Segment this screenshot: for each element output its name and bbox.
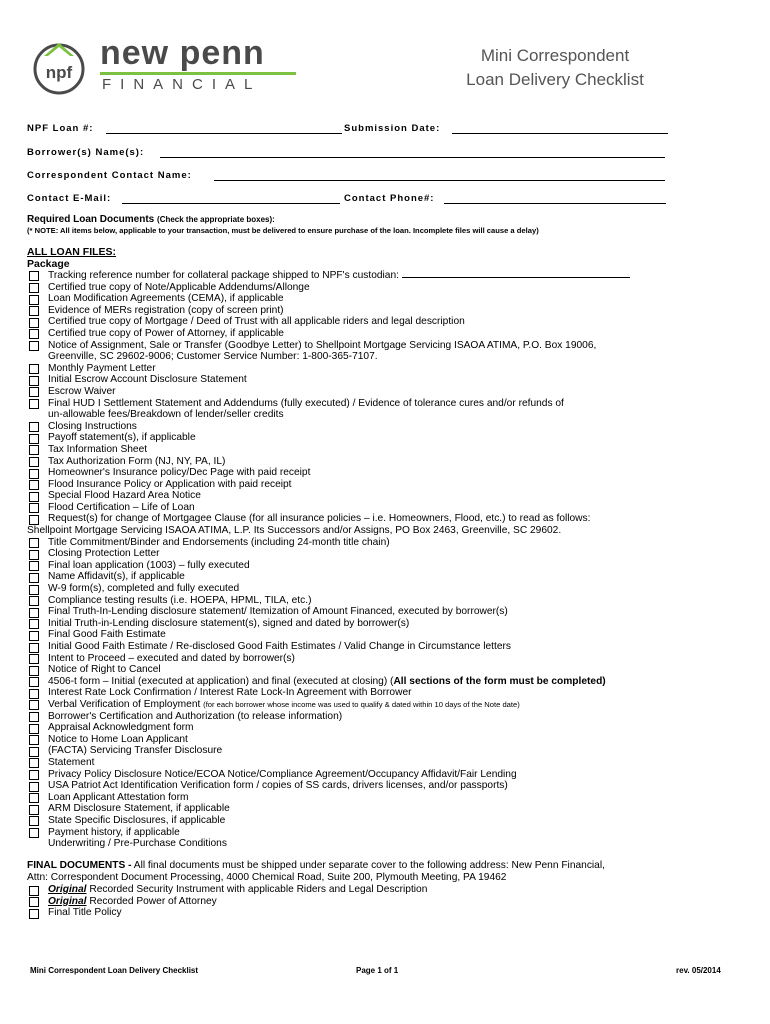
npf-loan-label: NPF Loan #: xyxy=(27,123,94,134)
item-label: Closing Protection Letter xyxy=(48,548,160,560)
item-label: Payoff statement(s), if applicable xyxy=(48,432,196,444)
item-label: Homeowner's Insurance policy/Dec Page with paid receipt xyxy=(48,467,311,479)
list-item-continued xyxy=(27,351,742,363)
list-item xyxy=(27,792,742,804)
checkbox[interactable] xyxy=(29,805,39,815)
list-item xyxy=(27,269,742,282)
required-heading-text: Required Loan Documents xyxy=(27,214,155,225)
checkbox[interactable] xyxy=(29,329,39,339)
item-label: Tracking reference number for collateral package shipped to NPF's custodian: xyxy=(48,270,399,281)
checkbox[interactable] xyxy=(29,376,39,386)
checkbox[interactable] xyxy=(29,306,39,316)
list-item xyxy=(27,595,742,607)
list-item xyxy=(27,537,742,549)
checkbox[interactable] xyxy=(29,828,39,838)
checkbox[interactable] xyxy=(29,573,39,583)
list-item xyxy=(27,687,742,699)
list-item xyxy=(27,479,742,491)
required-heading-note: (Check the appropriate boxes): xyxy=(157,215,275,224)
checkbox[interactable] xyxy=(29,724,39,734)
logo xyxy=(30,34,290,94)
list-item-continued xyxy=(27,409,742,421)
list-item xyxy=(27,896,742,908)
item-label: Notice to Home Loan Applicant xyxy=(48,733,188,745)
checkbox[interactable] xyxy=(29,399,39,409)
checkbox[interactable] xyxy=(29,909,39,919)
borrower-names-field[interactable] xyxy=(160,147,665,158)
list-item-continued xyxy=(27,838,742,850)
npf-loan-field[interactable] xyxy=(106,123,342,134)
house-icon xyxy=(30,38,88,96)
checkbox[interactable] xyxy=(29,689,39,699)
item-label: Flood Insurance Policy or Application with paid receipt xyxy=(48,478,292,490)
list-item-continued xyxy=(27,525,742,537)
item-label: Monthly Payment Letter xyxy=(48,362,156,374)
checkbox[interactable] xyxy=(29,886,39,896)
tracking-number-field[interactable] xyxy=(402,269,630,278)
item-label: Final HUD I Settlement Statement and Addendums (fully executed) / Evidence of tolerance cures and/or refunds of xyxy=(48,397,564,409)
item-label: Special Flood Hazard Area Notice xyxy=(48,490,201,502)
list-item xyxy=(27,490,742,502)
list-item xyxy=(27,340,742,352)
item-small-note: (for each borrower whose income was used to qualify & dated within 10 days of the Note date) xyxy=(203,699,520,709)
item-label: Certified true copy of Mortgage / Deed of Trust with all applicable riders and legal description xyxy=(48,316,465,328)
list-item xyxy=(27,293,742,305)
item-label: Certified true copy of Note/Applicable Addendums/Allonge xyxy=(48,281,310,293)
list-item xyxy=(27,769,742,781)
title-line-1: Mini Correspondent xyxy=(480,46,630,65)
list-item xyxy=(27,641,742,653)
item-label: (FACTA) Servicing Transfer Disclosure xyxy=(48,745,223,757)
list-item xyxy=(27,722,742,734)
checkbox[interactable] xyxy=(29,712,39,722)
list-item xyxy=(27,398,742,410)
checkbox[interactable] xyxy=(29,816,39,826)
required-docs-heading xyxy=(27,214,275,225)
contact-phone-label: Contact Phone#: xyxy=(344,193,435,204)
list-item xyxy=(27,374,742,386)
item-label: Intent to Proceed – executed and dated by borrower(s) xyxy=(48,652,295,664)
checkbox[interactable] xyxy=(29,608,39,618)
list-item xyxy=(27,884,742,896)
checkbox[interactable] xyxy=(29,677,39,687)
item-label: Title Commitment/Binder and Endorsements (including 24-month title chain) xyxy=(48,536,390,548)
checkbox[interactable] xyxy=(29,643,39,653)
original-label: Original xyxy=(48,895,87,907)
final-documents-line-1: All final documents must be shipped under separate cover to the following address: New Penn Financial, xyxy=(131,860,605,871)
item-label: Final Good Faith Estimate xyxy=(48,629,166,641)
list-item xyxy=(27,305,742,317)
checkbox[interactable] xyxy=(29,758,39,768)
list-item xyxy=(27,444,742,456)
contact-email-label: Contact E-Mail: xyxy=(27,193,112,204)
checkbox[interactable] xyxy=(29,492,39,502)
title-line-2: Loan Delivery Checklist xyxy=(466,70,644,89)
list-item xyxy=(27,328,742,340)
checkbox[interactable] xyxy=(29,538,39,548)
footer-revision: rev. 05/2014 xyxy=(676,966,721,975)
list-item xyxy=(27,467,742,479)
item-label: Final Title Policy xyxy=(48,907,122,919)
checkbox[interactable] xyxy=(29,457,39,467)
list-item xyxy=(27,676,742,688)
final-documents-text xyxy=(27,860,742,872)
list-item xyxy=(27,699,742,711)
item-label: State Specific Disclosures, if applicable xyxy=(48,814,226,826)
checkbox[interactable] xyxy=(29,318,39,328)
list-item xyxy=(27,421,742,433)
list-item xyxy=(27,571,742,583)
logo-name: new penn xyxy=(100,34,265,72)
correspondent-contact-field[interactable] xyxy=(214,170,665,181)
list-item xyxy=(27,548,742,560)
item-label: Final Truth-In-Lending disclosure statement/ Itemization of Amount Financed, executed by borrower(s) xyxy=(48,606,508,618)
item-label: Final loan application (1003) – fully executed xyxy=(48,559,250,571)
item-label: Recorded Security Instrument with applicable Riders and Legal Description xyxy=(86,884,428,895)
list-item xyxy=(27,734,742,746)
list-item xyxy=(27,606,742,618)
item-label: Request(s) for change of Mortgagee Clause (for all insurance policies – i.e. Homeowners, Flood, etc.) to read as follows: xyxy=(48,513,591,525)
item-label: Notice of Right to Cancel xyxy=(48,664,161,676)
item-label: Loan Modification Agreements (CEMA), if applicable xyxy=(48,293,284,305)
item-label: Appraisal Acknowledgment form xyxy=(48,722,194,734)
contact-email-field[interactable] xyxy=(122,193,340,204)
borrower-names-label: Borrower(s) Name(s): xyxy=(27,147,145,158)
checkbox[interactable] xyxy=(29,364,39,374)
checkbox[interactable] xyxy=(29,596,39,606)
checkbox[interactable] xyxy=(29,271,39,281)
checkbox[interactable] xyxy=(29,631,39,641)
item-label: Escrow Waiver xyxy=(48,385,116,397)
submission-date-field[interactable] xyxy=(452,123,668,134)
list-item xyxy=(27,757,742,769)
final-documents-label: FINAL DOCUMENTS - xyxy=(27,860,132,871)
item-label: Verbal Verification of Employment xyxy=(48,698,201,710)
item-label: Loan Applicant Attestation form xyxy=(48,791,189,803)
checkbox[interactable] xyxy=(29,770,39,780)
checkbox[interactable] xyxy=(29,550,39,560)
item-label: Name Affidavit(s), if applicable xyxy=(48,571,185,583)
checkbox[interactable] xyxy=(29,782,39,792)
item-bold-note: All sections of the form must be completed) xyxy=(393,675,606,687)
list-item xyxy=(27,815,742,827)
item-label: Certified true copy of Power of Attorney, if applicable xyxy=(48,327,284,339)
list-item xyxy=(27,664,742,676)
item-label: Tax Information Sheet xyxy=(48,443,148,455)
item-label: un-allowable fees/Breakdown of lender/seller credits xyxy=(48,409,284,421)
item-label: Interest Rate Lock Confirmation / Interest Rate Lock-In Agreement with Borrower xyxy=(48,687,412,699)
item-label: Underwriting / Pre-Purchase Conditions xyxy=(48,838,227,850)
list-item xyxy=(27,363,742,375)
submission-date-label: Submission Date: xyxy=(344,123,441,134)
item-label: Initial Good Faith Estimate / Re-disclosed Good Faith Estimates / Valid Change in Circumstance letters xyxy=(48,641,511,652)
list-item xyxy=(27,745,742,757)
checkbox[interactable] xyxy=(29,434,39,444)
item-label: Flood Certification – Life of Loan xyxy=(48,501,195,513)
checkbox[interactable] xyxy=(29,515,39,525)
required-note: (* NOTE: All items below, applicable to your transaction, must be delivered to ensure purchase of the loan. Incomplete files will cause a delay) xyxy=(27,226,539,235)
list-item xyxy=(27,629,742,641)
checklist xyxy=(27,269,742,850)
checkbox[interactable] xyxy=(29,480,39,490)
item-label: Initial Truth-in-Lending disclosure statement(s), signed and dated by borrower(s) xyxy=(48,617,410,629)
footer-left: Mini Correspondent Loan Delivery Checklist xyxy=(30,966,199,975)
item-label: W-9 form(s), completed and fully executed xyxy=(48,583,240,595)
final-documents-address: Attn: Correspondent Document Processing, 4000 Chemical Road, Suite 200, Plymouth Meeting, PA 19462 xyxy=(27,872,507,883)
item-label: Notice of Assignment, Sale or Transfer (Goodbye Letter) to Shellpoint Mortgage Servicing ISAOA ATIMA, P.O. Box 19006, xyxy=(48,339,597,351)
final-documents-section xyxy=(27,860,742,919)
checkbox[interactable] xyxy=(29,387,39,397)
correspondent-contact-label: Correspondent Contact Name: xyxy=(27,170,192,181)
list-item xyxy=(27,618,742,630)
item-label: Shellpoint Mortgage Servicing ISAOA ATIMA, L.P. Its Successors and/or Assigns, PO Box 2463, Greenville, SC 29602. xyxy=(27,525,562,537)
checkbox[interactable] xyxy=(29,561,39,571)
list-item xyxy=(27,803,742,815)
list-item xyxy=(27,907,742,919)
list-item xyxy=(27,456,742,468)
item-label: Evidence of MERs registration (copy of screen print) xyxy=(48,304,284,316)
logo-rule xyxy=(100,72,296,75)
page-header xyxy=(0,0,770,110)
checkbox[interactable] xyxy=(29,654,39,664)
list-item xyxy=(27,653,742,665)
all-loan-files-heading: ALL LOAN FILES: xyxy=(27,246,117,258)
checkbox[interactable] xyxy=(29,469,39,479)
list-item xyxy=(27,316,742,328)
checkbox[interactable] xyxy=(29,897,39,907)
svg-text:npf: npf xyxy=(45,63,73,82)
checkbox[interactable] xyxy=(29,747,39,757)
checkbox[interactable] xyxy=(29,585,39,595)
checkbox[interactable] xyxy=(29,422,39,432)
list-item xyxy=(27,432,742,444)
checkbox[interactable] xyxy=(29,700,39,710)
item-label: Initial Escrow Account Disclosure Statement xyxy=(48,374,247,386)
list-item xyxy=(27,282,742,294)
document-title xyxy=(420,44,690,92)
checkbox[interactable] xyxy=(29,295,39,305)
footer-page-number: Page 1 of 1 xyxy=(356,966,399,975)
item-label: Greenville, SC 29602-9006; Customer Service Number: 1-800-365-7107. xyxy=(48,351,378,363)
checkbox[interactable] xyxy=(29,619,39,629)
item-label: Compliance testing results (i.e. HOEPA, HPML, TILA, etc.) xyxy=(48,594,312,606)
list-item xyxy=(27,560,742,572)
checkbox[interactable] xyxy=(29,793,39,803)
list-item xyxy=(27,513,742,525)
original-label: Original xyxy=(48,884,87,895)
item-label: ARM Disclosure Statement, if applicable xyxy=(48,803,230,815)
contact-phone-field[interactable] xyxy=(444,193,666,204)
item-label: USA Patriot Act Identification Verification form / copies of SS cards, drivers licenses, and/or passports) xyxy=(48,780,508,792)
list-item xyxy=(27,583,742,595)
list-item xyxy=(27,827,742,839)
list-item xyxy=(27,711,742,723)
checkbox[interactable] xyxy=(29,735,39,745)
checkbox[interactable] xyxy=(29,503,39,513)
package-label: Package xyxy=(27,258,70,270)
checkbox[interactable] xyxy=(29,445,39,455)
item-label: Recorded Power of Attorney xyxy=(86,895,217,907)
list-item xyxy=(27,780,742,792)
item-label: 4506-t form – Initial (executed at application) and final (executed at closing) ( xyxy=(48,675,394,687)
checkbox[interactable] xyxy=(29,341,39,351)
item-label: Borrower's Certification and Authorization (to release information) xyxy=(48,710,343,722)
list-item xyxy=(27,386,742,398)
checkbox[interactable] xyxy=(29,666,39,676)
logo-subtitle: FINANCIAL xyxy=(102,76,262,93)
checkbox[interactable] xyxy=(29,283,39,293)
item-label: Statement xyxy=(48,756,95,768)
item-label: Privacy Policy Disclosure Notice/ECOA Notice/Compliance Agreement/Occupancy Affidavit/Fair Lending xyxy=(48,768,517,780)
item-label: Payment history, if applicable xyxy=(48,826,180,838)
list-item xyxy=(27,502,742,514)
item-label: Tax Authorization Form (NJ, NY, PA, IL) xyxy=(48,455,226,467)
item-label: Closing Instructions xyxy=(48,420,137,432)
